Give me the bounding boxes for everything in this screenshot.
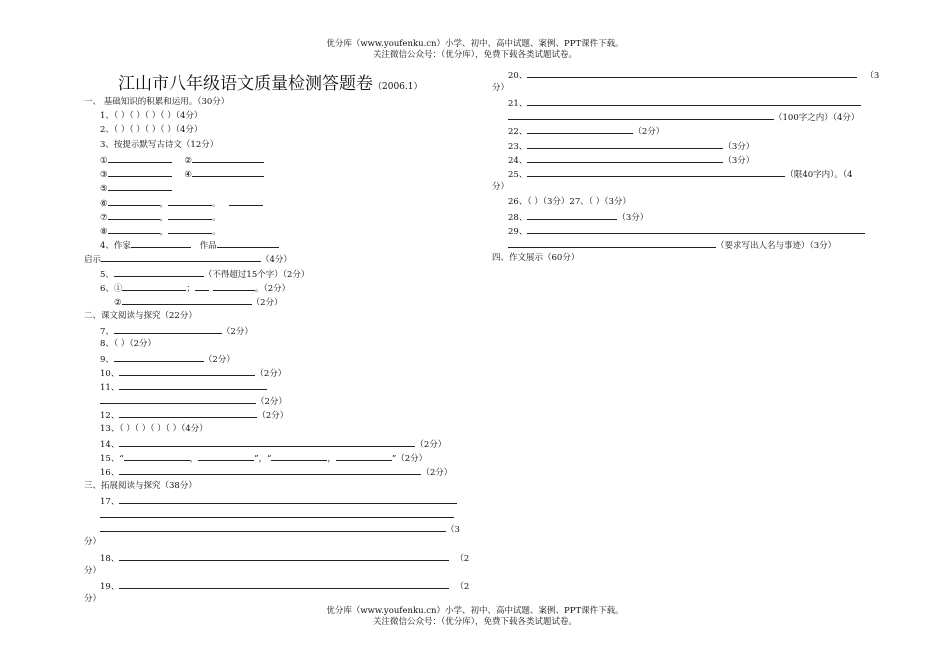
- q-number: ②: [114, 298, 122, 308]
- score: （2分）: [203, 355, 235, 365]
- question-11: [100, 380, 267, 394]
- answer-blank[interactable]: [213, 281, 255, 291]
- answer-blank[interactable]: [168, 224, 212, 234]
- score: （3分）: [723, 156, 755, 166]
- answer-blank[interactable]: [119, 579, 449, 589]
- answer-blank[interactable]: [192, 167, 264, 177]
- score: （限40字内）。（4: [785, 170, 853, 180]
- score: （不得超过15个字）（2分）: [203, 270, 310, 280]
- question-6a: [100, 281, 290, 295]
- score: （2分）: [256, 397, 287, 407]
- answer-blank[interactable]: [195, 281, 209, 291]
- q4-lesson-label: 启示: [84, 255, 102, 265]
- q-number: 15、“: [100, 454, 124, 464]
- q4-work-label: 作品: [199, 241, 217, 251]
- q-number: 9、: [100, 355, 114, 365]
- question-18-score-end: 分）: [84, 566, 102, 576]
- answer-blank[interactable]: [124, 451, 190, 461]
- question-28: [508, 210, 648, 224]
- question-19: [100, 579, 469, 593]
- question-17-line-2: [100, 508, 454, 522]
- score: （2分）: [255, 369, 287, 379]
- question-8: 8、（ ）（2分）: [100, 339, 157, 349]
- answer-blank[interactable]: [100, 394, 256, 404]
- answer-blank[interactable]: [508, 238, 716, 248]
- q-number: 17、: [100, 497, 120, 507]
- comma: ，: [159, 213, 169, 223]
- q-number: 18、: [100, 554, 120, 564]
- q-number: 11、: [100, 383, 120, 393]
- question-21: [508, 96, 861, 110]
- answer-blank[interactable]: [119, 437, 415, 447]
- page-title: [118, 74, 423, 97]
- question-25: [508, 167, 853, 181]
- q-number: 19、: [100, 582, 120, 592]
- question-7: [100, 324, 253, 338]
- comma: ，: [159, 227, 169, 237]
- question-20-score-end: 分）: [492, 83, 510, 93]
- answer-blank[interactable]: [527, 224, 865, 234]
- answer-blank[interactable]: [114, 324, 222, 334]
- score: 。（2分）: [254, 284, 291, 294]
- answer-blank[interactable]: [336, 451, 392, 461]
- q-number: 20、: [508, 71, 528, 81]
- section-2-heading: 二、课文阅读与探究（22分）: [84, 311, 197, 321]
- question-24: [508, 153, 754, 167]
- answer-blank[interactable]: [108, 224, 160, 234]
- poem-line-1-2: [100, 153, 264, 167]
- answer-blank[interactable]: [168, 210, 212, 220]
- answer-blank[interactable]: [119, 408, 257, 418]
- question-29-line-2: [508, 238, 836, 252]
- question-17-line-3: [100, 522, 460, 536]
- header-line-2: 关注微信公众号：（优分库），免费下载各类试题试卷。: [372, 50, 577, 60]
- question-4: [100, 238, 279, 252]
- answer-blank[interactable]: [108, 196, 160, 206]
- footer-line-2: 关注微信公众号：（优分库），免费下载各类试题试卷。: [372, 617, 577, 627]
- answer-blank[interactable]: [527, 210, 617, 220]
- poem-line-3-4: [100, 167, 264, 181]
- question-2: 2、（ ）（ ）（ ）（ ）（4分）: [100, 125, 203, 135]
- q-number: 29、: [508, 227, 528, 237]
- question-26-27: 26、（ ）（3分）27、（ ）（3分）: [508, 197, 631, 207]
- answer-blank[interactable]: [527, 68, 857, 78]
- answer-blank[interactable]: [527, 96, 861, 106]
- question-23: [508, 139, 754, 153]
- comma: ，: [327, 454, 336, 464]
- score: （3分）: [617, 213, 649, 223]
- question-4-lesson: [84, 252, 292, 266]
- answer-blank[interactable]: [217, 238, 279, 248]
- question-29: [508, 224, 865, 238]
- answer-blank[interactable]: [114, 267, 204, 277]
- score: （要求写出人名与事迹）（3分）: [716, 241, 837, 251]
- poem-marker-3: ③: [100, 170, 108, 180]
- answer-blank[interactable]: [527, 124, 633, 134]
- poem-marker-1: ①: [100, 156, 108, 166]
- question-18: [100, 551, 469, 565]
- poem-line-6: [100, 196, 263, 210]
- question-1: 1、（ ）（ ）（ ）（ ）（4分）: [100, 111, 203, 121]
- title-date: （2006.1）: [373, 82, 423, 92]
- quote: ”，“: [254, 454, 272, 464]
- answer-blank[interactable]: [108, 181, 172, 191]
- answer-blank[interactable]: [101, 252, 261, 262]
- q-number: 24、: [508, 156, 528, 166]
- score: （2分）: [633, 127, 665, 137]
- period: 。: [212, 213, 221, 223]
- question-19-score-end: 分）: [84, 594, 102, 604]
- q-number: 16、: [100, 468, 120, 478]
- q-number: 22、: [508, 127, 528, 137]
- score: （2分）: [221, 327, 253, 337]
- answer-blank[interactable]: [527, 153, 723, 163]
- poem-marker-5: ⑤: [100, 184, 108, 194]
- question-17: [100, 494, 457, 508]
- section-3-heading: 三、拓展阅读与探究（38分）: [84, 481, 197, 491]
- answer-blank[interactable]: [229, 196, 263, 206]
- period: 。: [212, 199, 221, 209]
- section-1-heading: 一、 基础知识的积累和运用。（30分）: [84, 97, 230, 107]
- question-6b: [114, 295, 283, 309]
- answer-blank[interactable]: [119, 366, 255, 376]
- score: （2分）: [421, 468, 453, 478]
- header-line-1: 优分库（www.youfenku.cn）小学、初中、高中试题、案例、PPT课件下载。: [326, 39, 624, 49]
- question-16: [100, 465, 452, 479]
- score: （2分）: [257, 411, 289, 421]
- answer-blank[interactable]: [108, 210, 160, 220]
- q-number: 7、: [100, 327, 114, 337]
- question-22: [508, 124, 664, 138]
- answer-blank[interactable]: [271, 451, 327, 461]
- question-13: 13、（ ）（ ）（ ）（ ）（4分）: [100, 424, 208, 434]
- question-15: [100, 451, 427, 465]
- poem-marker-8: ⑧: [100, 227, 108, 237]
- q-number: 10、: [100, 369, 120, 379]
- score: （3: [446, 525, 460, 535]
- footer-line-1: 优分库（www.youfenku.cn）小学、初中、高中试题、案例、PPT课件下载。: [326, 606, 624, 616]
- question-3: 3、按提示默写古诗文（12分）: [100, 140, 219, 150]
- comma: ，: [189, 454, 199, 464]
- score: （2: [455, 554, 470, 564]
- answer-blank[interactable]: [100, 522, 446, 532]
- poem-marker-6: ⑥: [100, 199, 108, 209]
- question-20: [508, 68, 879, 82]
- answer-blank[interactable]: [527, 167, 785, 177]
- answer-blank[interactable]: [119, 380, 267, 390]
- question-21-line-2: [508, 110, 859, 124]
- score: （3: [865, 71, 880, 81]
- answer-blank[interactable]: [100, 508, 454, 518]
- period: 。: [212, 227, 221, 237]
- answer-blank[interactable]: [527, 139, 723, 149]
- poem-marker-2: ②: [184, 156, 192, 166]
- answer-blank[interactable]: [108, 167, 172, 177]
- poem-line-7: [100, 210, 221, 224]
- score: （4分）: [261, 255, 292, 265]
- answer-blank[interactable]: [108, 153, 172, 163]
- q4-author-label: 4、作家: [100, 241, 131, 251]
- question-11-line-2: [100, 394, 287, 408]
- question-9: [100, 352, 235, 366]
- score: （2分）: [415, 440, 447, 450]
- question-5: [100, 267, 309, 281]
- poem-line-8: [100, 224, 221, 238]
- q-number: 21、: [508, 99, 528, 109]
- comma: ，: [159, 199, 169, 209]
- score: （2分）: [251, 298, 283, 308]
- answer-blank[interactable]: [131, 238, 191, 248]
- answer-blank[interactable]: [168, 196, 212, 206]
- poem-marker-4: ④: [184, 170, 192, 180]
- answer-blank[interactable]: [192, 153, 264, 163]
- answer-blank[interactable]: [119, 494, 457, 504]
- q-number: 23、: [508, 142, 528, 152]
- question-17-score-end: 分）: [84, 537, 102, 547]
- score: （3分）: [723, 142, 755, 152]
- q-number: 5、: [100, 270, 114, 280]
- section-4-heading: 四、作文展示（60分）: [492, 253, 580, 263]
- poem-marker-7: ⑦: [100, 213, 108, 223]
- score: （2: [455, 582, 470, 592]
- question-10: [100, 366, 286, 380]
- score: ”（2分）: [391, 454, 428, 464]
- question-14: [100, 437, 446, 451]
- q-number: 25、: [508, 170, 528, 180]
- semicolon: ；: [186, 284, 195, 294]
- q-number: 6、①: [100, 284, 123, 294]
- question-25-score-end: 分）: [492, 182, 510, 192]
- title-main: 江山市八年级语文质量检测答题卷: [118, 74, 373, 94]
- q-number: 12、: [100, 411, 120, 421]
- q-number: 14、: [100, 440, 120, 450]
- question-12: [100, 408, 288, 422]
- poem-line-5: [100, 181, 172, 195]
- answer-blank[interactable]: [119, 465, 421, 475]
- answer-blank[interactable]: [508, 110, 774, 120]
- q-number: 28、: [508, 213, 528, 223]
- answer-blank[interactable]: [122, 281, 186, 291]
- answer-blank[interactable]: [122, 295, 252, 305]
- score: （100字之内）（4分）: [774, 113, 860, 123]
- answer-blank[interactable]: [119, 551, 449, 561]
- answer-blank[interactable]: [198, 451, 254, 461]
- answer-blank[interactable]: [114, 352, 204, 362]
